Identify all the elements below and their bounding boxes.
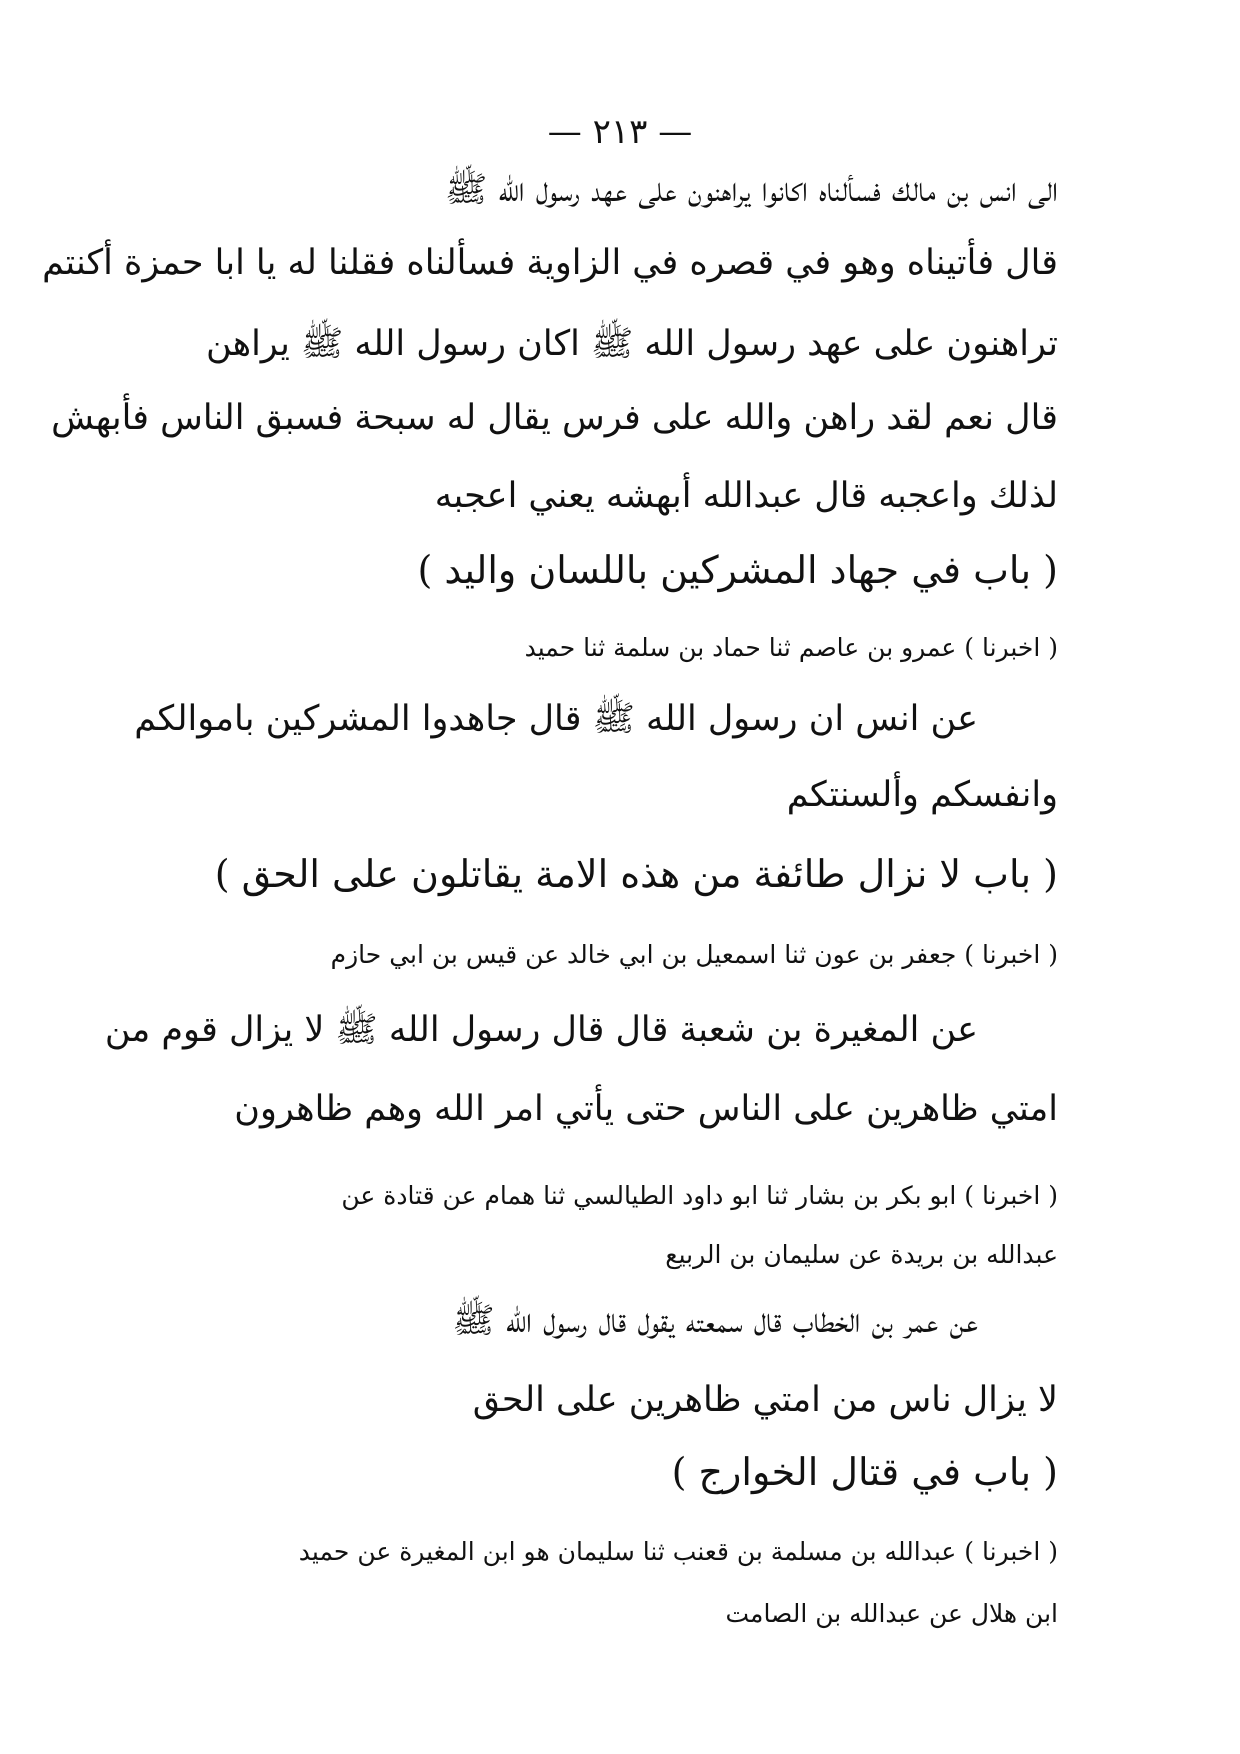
text-line: لا يزال ناس من امتي ظاهرين على الحق	[472, 1380, 1058, 1420]
chapter-heading: ( باب في قتال الخوارج )	[671, 1450, 1058, 1494]
isnad-line: ( اخبرنا ) ابو بكر بن بشار ثنا ابو داود الطيالسي ثنا همام عن قتادة عن	[341, 1181, 1058, 1210]
text-line: تراهنون على عهد رسول الله ﷺ اكان رسول الله ﷺ يراهن	[205, 324, 1058, 364]
text-line: امتي ظاهرين على الناس حتى يأتي امر الله وهم ظاهرون	[234, 1089, 1058, 1129]
text-column	[42, 0, 1058, 1754]
isnad-line: عبدالله بن بريدة عن سليمان بن الربيع	[665, 1240, 1058, 1269]
isnad-line: ( اخبرنا ) عبدالله بن مسلمة بن قعنب ثنا سليمان هو ابن المغيرة عن حميد	[298, 1537, 1058, 1566]
text-line: قال فأتيناه وهو في قصره في الزاوية فسألناه فقلنا له يا ابا حمزة أكنتم	[42, 243, 1058, 283]
chapter-heading: ( باب في جهاد المشركين باللسان واليد )	[417, 548, 1058, 592]
text-line: قال نعم لقد راهن والله على فرس يقال له سبحة فسبق الناس فأبهش	[51, 398, 1058, 438]
isnad-line: ( اخبرنا ) عمرو بن عاصم ثنا حماد بن سلمة ثنا حميد	[524, 633, 1058, 662]
text-line: عن انس ان رسول الله ﷺ قال جاهدوا المشركين باموالكم	[134, 699, 978, 739]
isnad-line: ابن هلال عن عبدالله بن الصامت	[725, 1599, 1058, 1628]
text-line: لذلك واعجبه قال عبدالله أبهشه يعني اعجبه	[434, 476, 1058, 516]
text-line: الى انس بن مالك فسألناه اكانوا يراهنون على عهد رسول الله ﷺ	[445, 170, 1058, 210]
text-line: عن عمر بن الخطاب قال سمعته يقول قال رسول الله ﷺ	[452, 1301, 978, 1341]
text-line: وانفسكم وألسنتكم	[786, 775, 1058, 815]
page-number: — ٢١٣ —	[547, 112, 693, 152]
isnad-line: ( اخبرنا ) جعفر بن عون ثنا اسمعيل بن ابي خالد عن قيس بن ابي حازم	[330, 940, 1058, 969]
text-line: عن المغيرة بن شعبة قال قال رسول الله ﷺ لا يزال قوم من	[104, 1010, 978, 1050]
chapter-heading: ( باب لا نزال طائفة من هذه الامة يقاتلون على الحق )	[214, 852, 1058, 896]
